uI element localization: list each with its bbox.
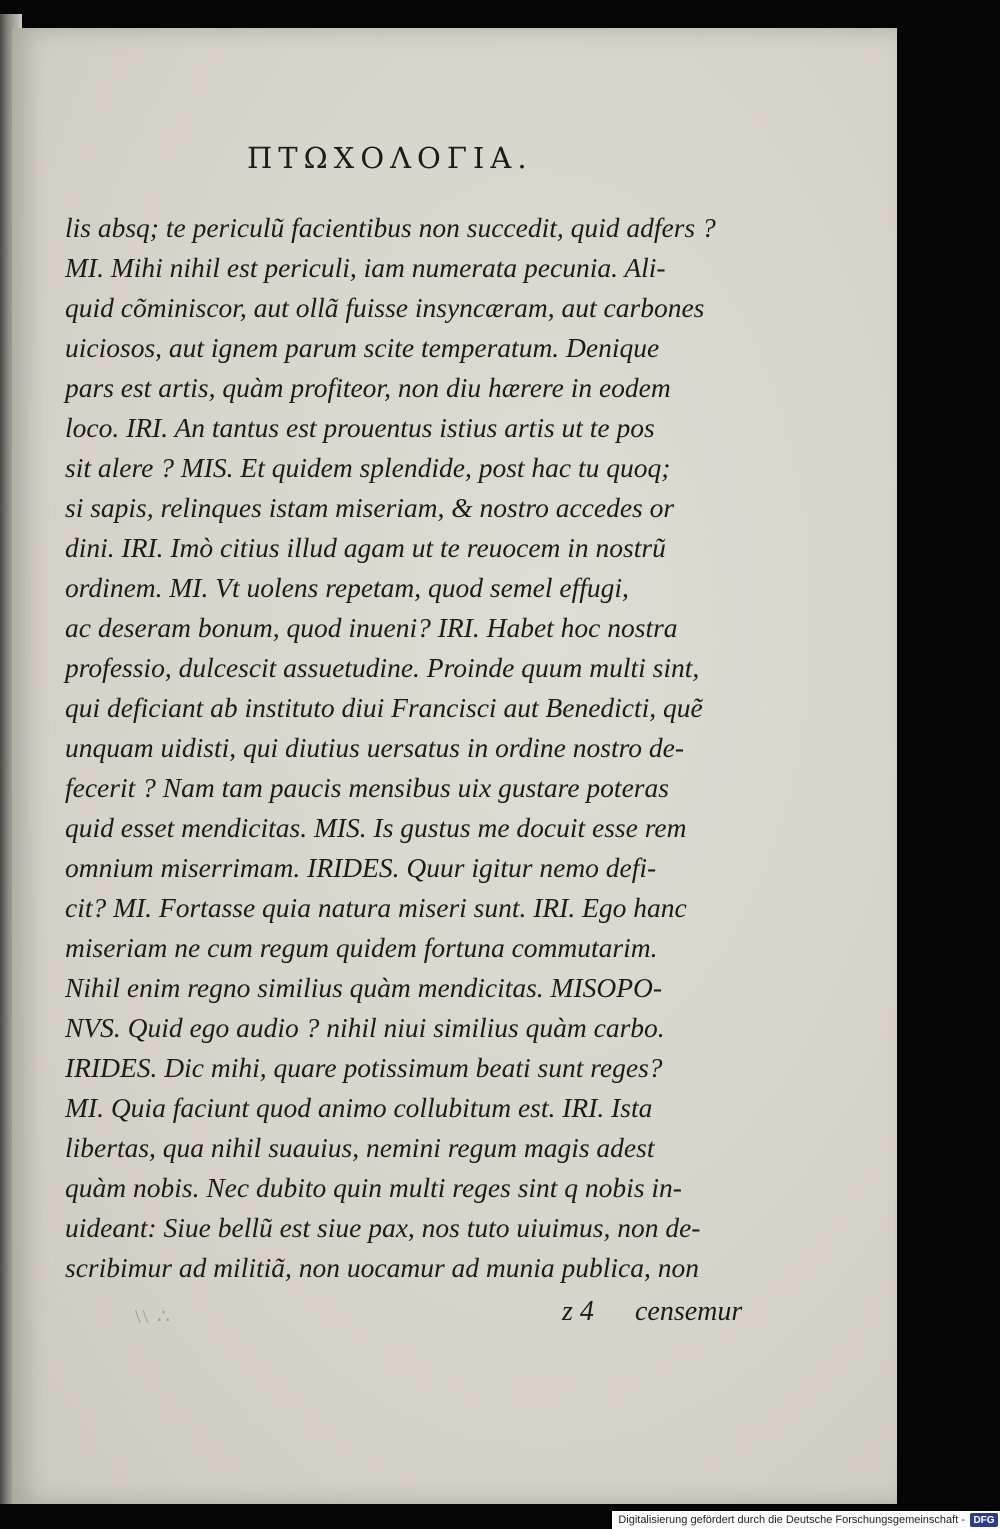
text-line: ac deseram bonum, quod inueni? IRI. Habet hoc nostra	[65, 612, 678, 643]
text-line: MI. Quia faciunt quod animo collubitum est. IRI. Ista	[65, 1092, 653, 1123]
text-line: quid cõminiscor, aut ollã fuisse insyncæram, aut carbones	[65, 292, 705, 323]
digitization-credit	[612, 1511, 1000, 1529]
text-line: unquam uidisti, qui diutius uersatus in ordine nostro de-	[65, 732, 685, 763]
text-line: MI. Mihi nihil est periculi, iam numerata pecunia. Ali-	[65, 252, 666, 283]
text-line: sit alere ? MIS. Et quidem splendide, post hac tu quoq;	[65, 452, 671, 483]
credit-text: Digitalisierung gefördert durch die Deutsche Forschungsgemeinschaft -	[618, 1514, 965, 1526]
book-page	[12, 28, 897, 1504]
text-line: uiciosos, aut ignem parum scite temperatum. Denique	[65, 332, 660, 363]
text-line: quàm nobis. Nec dubito quin multi reges sint q nobis in-	[65, 1172, 682, 1203]
text-line: miseriam ne cum regum quidem fortuna commutarim.	[65, 932, 658, 963]
running-head: ΠΤΩΧΟΛΟΓΙΑ.	[247, 141, 533, 175]
text-line: cit? MI. Fortasse quia natura miseri sunt. IRI. Ego hanc	[65, 892, 687, 923]
faint-marks: \\ ∴	[135, 1306, 172, 1328]
signature-mark: z 4	[562, 1296, 594, 1327]
dfg-logo-icon: DFG	[970, 1513, 998, 1527]
text-line: si sapis, relinques istam miseriam, & nostro accedes or	[65, 492, 675, 523]
text-line: IRIDES. Dic mihi, quare potissimum beati sunt reges?	[65, 1052, 663, 1083]
text-line: quid esset mendicitas. MIS. Is gustus me docuit esse rem	[65, 812, 687, 843]
text-line: dini. IRI. Imò citius illud agam ut te reuocem in nostrũ	[65, 532, 666, 563]
text-line: scribimur ad militiã, non uocamur ad munia publica, non	[65, 1252, 700, 1283]
text-line: uideant: Siue bellũ est siue pax, nos tuto uiuimus, non de-	[65, 1212, 701, 1243]
text-line: qui deficiant ab instituto diui Francisci aut Benedicti, quẽ	[65, 692, 703, 723]
catchword: censemur	[635, 1296, 743, 1327]
text-line: loco. IRI. An tantus est prouentus istius artis ut te pos	[65, 412, 655, 443]
text-line: professio, dulcescit assuetudine. Proinde quum multi sint,	[65, 652, 700, 683]
text-line: Nihil enim regno similius quàm mendicitas. MISOPO-	[65, 972, 663, 1003]
text-line: pars est artis, quàm profiteor, non diu hærere in eodem	[65, 372, 671, 403]
text-line: ordinem. MI. Vt uolens repetam, quod semel effugi,	[65, 572, 629, 603]
text-line: omnium miserrimam. IRIDES. Quur igitur nemo defi-	[65, 852, 657, 883]
text-line: libertas, qua nihil suauius, nemini regum magis adest	[65, 1132, 655, 1163]
text-line: lis absq; te periculũ facientibus non succedit, quid adfers ?	[65, 212, 716, 243]
text-line: fecerit ? Nam tam paucis mensibus uix gustare poteras	[65, 772, 669, 803]
page-footer	[65, 1296, 755, 1332]
body-text	[65, 208, 755, 1288]
text-line: NVS. Quid ego audio ? nihil niui similius quàm carbo.	[65, 1012, 665, 1043]
